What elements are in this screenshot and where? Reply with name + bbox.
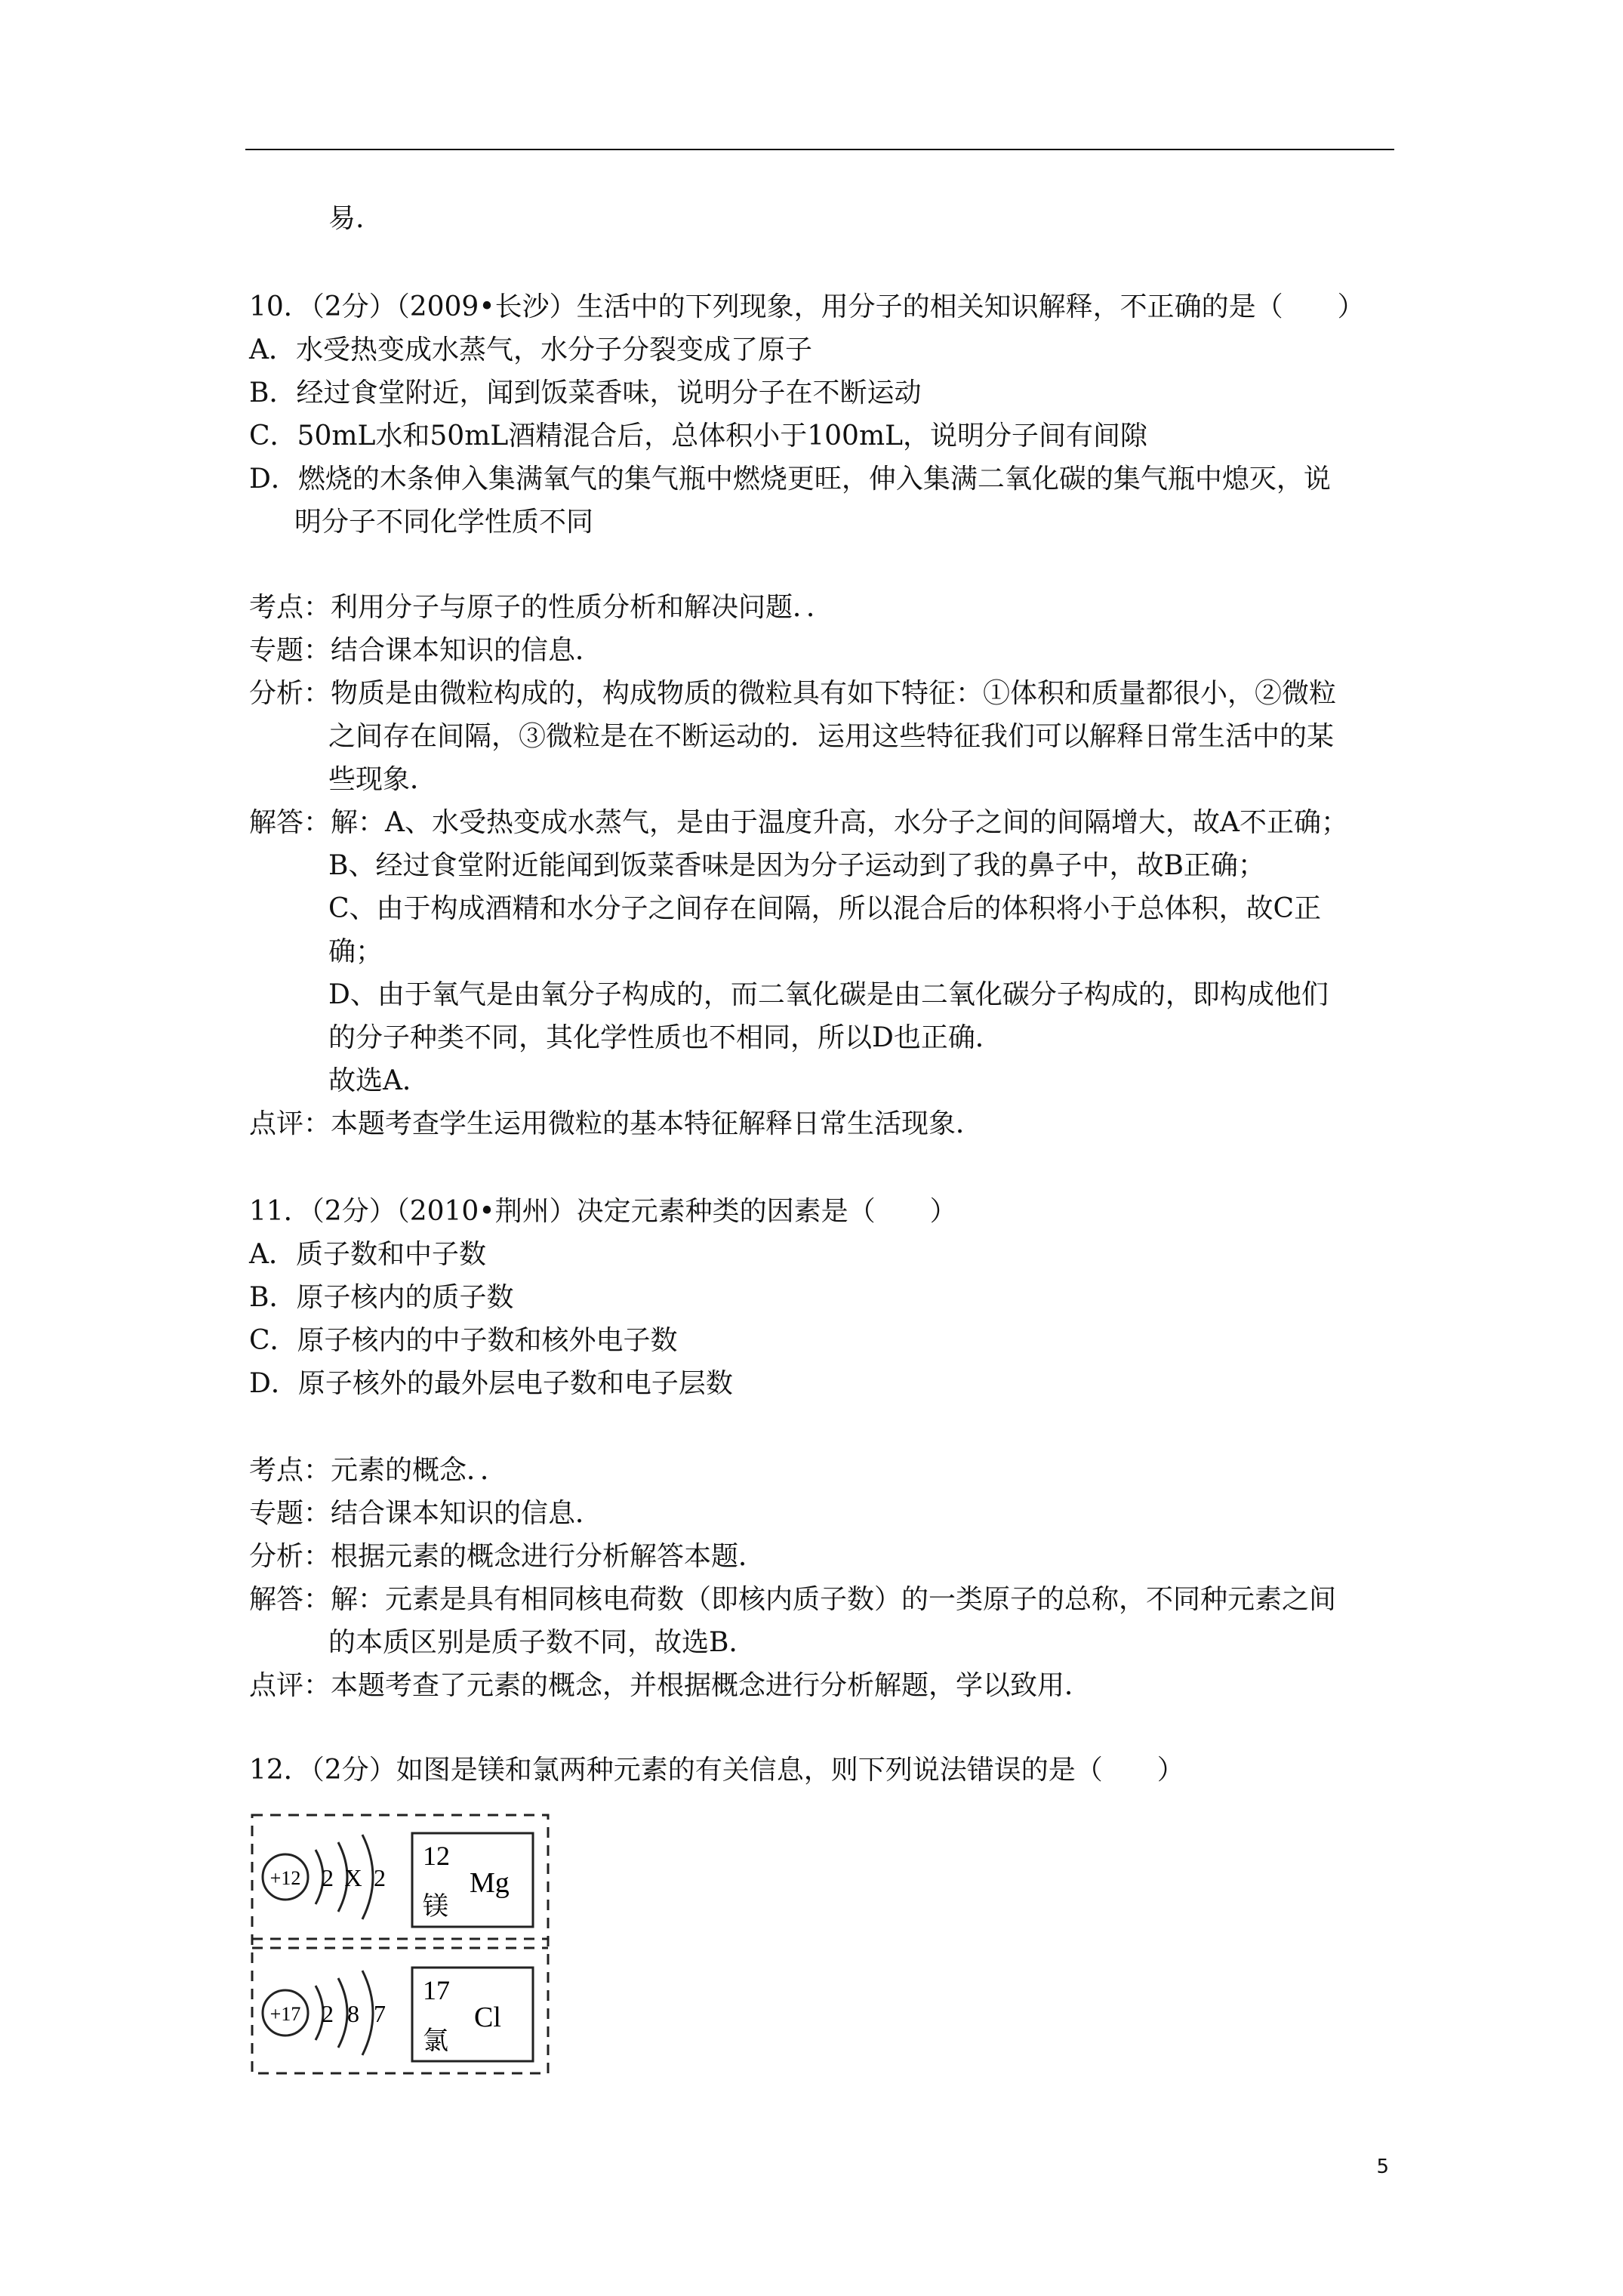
q11-zhuanti: 专题：结合课本知识的信息． [249,1498,603,1529]
q10-option-b: B．经过食堂附近，闻到饭菜香味，说明分子在不断运动 [249,378,922,408]
q11-kaodian: 考点：元素的概念．． [249,1455,508,1486]
q10-jieda-3: C、由于构成酒精和水分子之间存在间隔，所以混合后的体积将小于总体积，故C正 [328,893,1322,924]
mg-shell-3 [362,1835,373,1919]
q10-option-c: C．50mL水和50mL酒精混合后，总体积小于100mL，说明分子间有间隙 [249,421,1148,451]
q11-option-a: A．质子数和中子数 [249,1239,486,1270]
mg-shell-3-electrons: 2 [374,1864,386,1891]
q10-jieda-1: 解答：解：A、水受热变成水蒸气，是由于温度升高，水分子之间的间隔增大，故A不正确； [249,807,1348,838]
q10-dianping: 点评：本题考查学生运用微粒的基本特征解释日常生活现象． [249,1108,984,1139]
q10-zhuanti: 专题：结合课本知识的信息． [249,635,603,666]
q10-jieda-7: 故选A． [328,1065,430,1096]
q10-jieda-5: D、由于氧气是由氧分子构成的，而二氧化碳是由二氧化碳分子构成的，即构成他们 [328,979,1329,1010]
mg-symbol: Mg [470,1867,510,1899]
mg-shell-2-electrons: X [344,1864,362,1891]
cl-nucleus-charge: +17 [269,2003,301,2025]
q10-option-d-cont: 明分子不同化学性质不同 [294,507,594,538]
cl-symbol: Cl [474,2002,501,2033]
mg-nucleus-charge: +12 [269,1867,301,1889]
cl-atomic-number: 17 [423,1975,450,2005]
q10-stem: 10．（2分）（2009•长沙）生活中的下列现象，用分子的相关知识解释，不正确的是（ ） [249,291,1365,322]
q11-option-c: C．原子核内的中子数和核外电子数 [249,1325,678,1356]
mg-shell-1-electrons: 2 [322,1864,334,1891]
q10-option-a: A．水受热变成水蒸气，水分子分裂变成了原子 [249,334,812,365]
q10-fenxi-2: 之间存在间隔，③微粒是在不断运动的．运用这些特征我们可以解释日常生活中的某 [328,721,1335,752]
q10-jieda-6: 的分子种类不同，其化学性质也不相同，所以D也正确． [328,1022,1002,1053]
q10-fenxi-3: 些现象． [328,764,438,795]
q11-option-b: B．原子核内的质子数 [249,1282,514,1313]
q10-kaodian: 考点：利用分子与原子的性质分析和解决问题．． [249,592,834,623]
q11-option-d: D．原子核外的最外层电子数和电子层数 [249,1368,733,1399]
cl-atom-structure [263,1971,386,2055]
q11-stem: 11．（2分）（2010•荆州）决定元素种类的因素是（ ） [249,1196,957,1227]
cl-shell-2-electrons: 8 [347,2000,359,2027]
figure-border [252,1815,548,2073]
cl-shell-3 [362,1971,373,2055]
q11-fenxi: 分析：根据元素的概念进行分析解答本题． [249,1541,766,1572]
q12-stem: 12．（2分）如图是镁和氯两种元素的有关信息，则下列说法错误的是（ ） [249,1755,1184,1786]
q10-option-d: D．燃烧的木条伸入集满氧气的集气瓶中燃烧更旺，伸入集满二氧化碳的集气瓶中熄灭，说 [249,464,1331,495]
cl-shell-1-electrons: 2 [322,2000,334,2027]
header-rule [245,149,1394,150]
mg-atom-structure [263,1835,386,1919]
cl-shell-3-electrons: 7 [374,2000,386,2027]
q10-jieda-4: 确； [328,936,383,967]
q11-jieda-2: 的本质区别是质子数不同，故选B． [328,1627,756,1658]
q10-fenxi-1: 分析：物质是由微粒构成的，构成物质的微粒具有如下特征：①体积和质量都很小，②微粒 [249,678,1337,709]
page-number: 5 [1376,2156,1389,2178]
mg-element-name: 镁 [423,1891,448,1922]
continued-text: 易. [328,203,365,234]
q10-jieda-2: B、经过食堂附近能闻到饭菜香味是因为分子运动到了我的鼻子中，故B正确； [328,850,1265,881]
cl-shell-2 [338,1978,347,2048]
cl-element-cell [412,1968,533,2061]
q11-jieda-1: 解答：解：元素是具有相同核电荷数（即核内质子数）的一类原子的总称，不同种元素之间 [249,1584,1337,1615]
cl-element-name: 氯 [423,2026,448,2056]
q11-dianping: 点评：本题考查了元素的概念，并根据概念进行分析解题，学以致用． [249,1670,1092,1701]
mg-element-cell [412,1833,533,1927]
mg-atomic-number: 12 [423,1841,450,1871]
element-info-figure [249,1812,551,2076]
